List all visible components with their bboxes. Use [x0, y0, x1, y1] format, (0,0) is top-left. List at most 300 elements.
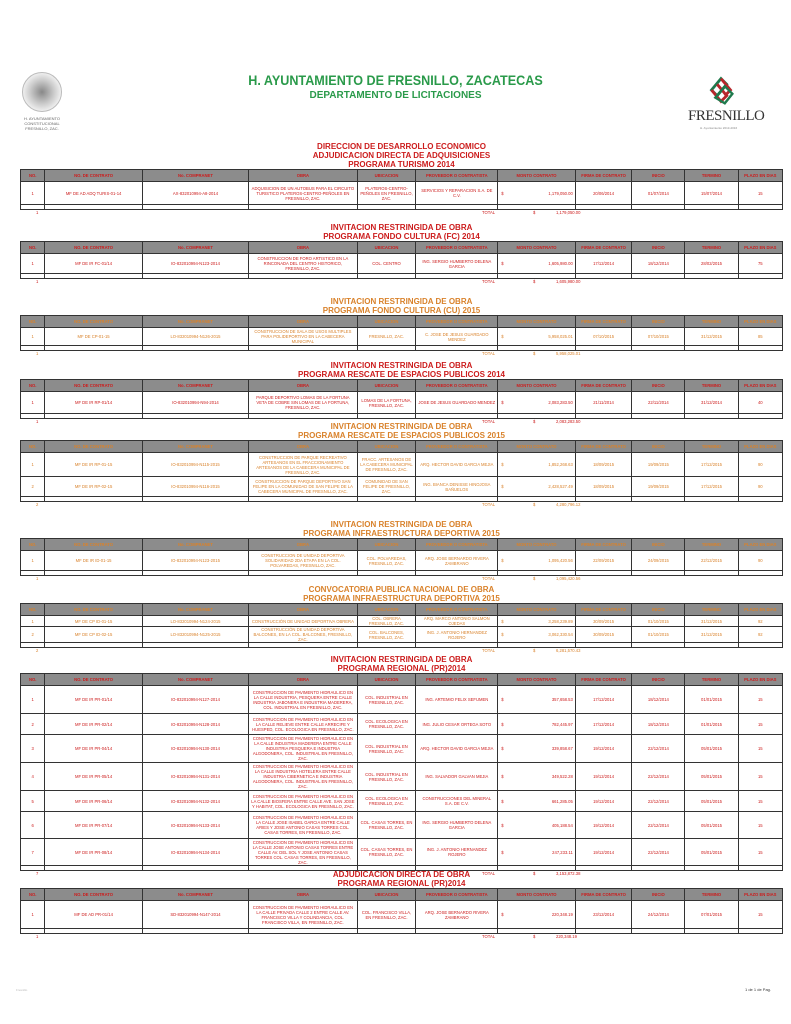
- total-amount: 4,280,796.12: [556, 502, 581, 507]
- section-summary: [20, 210, 783, 217]
- column-header: UBICACION: [357, 889, 416, 901]
- currency-sign: $: [501, 721, 504, 727]
- column-header: UBICACION: [357, 380, 416, 392]
- cell-proveedor: ING. SERGIO HUMBERTO DELENA GARCIA: [416, 812, 498, 839]
- section-title: INVITACION RESTRINGIDA DE OBRA: [330, 520, 473, 529]
- table-header-row: [21, 604, 783, 616]
- cell-proveedor: ARQ. JOSE BERNARDO RIVERA ZAMBRANO: [416, 551, 498, 571]
- cell-compranet: LO-832010994-N125-2015: [142, 627, 248, 643]
- column-header: FIRMA DE CONTRATO: [575, 380, 631, 392]
- section-title: PROGRAMA FONDO CULTURA (CU) 2015: [322, 306, 481, 315]
- cell-plazo: 15: [738, 182, 782, 205]
- column-header: UBICACION: [357, 441, 416, 453]
- column-header: INICIO: [632, 889, 685, 901]
- currency-sign: $: [501, 462, 504, 467]
- table-header-row: [21, 674, 783, 686]
- column-header: NO. DE CONTRATO: [45, 316, 142, 328]
- cell-termino: 28/02/2015: [685, 254, 738, 274]
- contracts-table: [20, 440, 783, 502]
- cell-firma: 18/09/2015: [575, 453, 631, 477]
- table-row: [21, 812, 783, 839]
- table-header-row: [21, 242, 783, 254]
- cell-proveedor: ING. ARTEMIO FELIX SEFUMEN: [416, 686, 498, 714]
- column-header: MONTO CONTRATO: [498, 242, 576, 254]
- total-currency: $: [533, 502, 536, 507]
- total-currency: $: [533, 934, 536, 939]
- cell-compranet: IO-832010994-N130-2014: [142, 735, 248, 763]
- cell-obra: CONSTRUCCION DE PAVIMENTO HIDRAULICO EN LA CALLE JOSE ANTONIO CASAS TORRES ENTRE CALLE AV. DEL SOL Y JOSE ANTONIO CASAS TORRES COL. CASAS TORRES, EN FRESNILLO, ZAC.: [249, 839, 358, 866]
- logo-tagline: H. Ayuntamiento 2013-2016: [700, 126, 738, 130]
- column-header: No. COMPRANET: [142, 674, 248, 686]
- row-count: 1: [36, 419, 39, 424]
- cell-ubicacion: PLATEROS-CENTRO-PEÑOLES EN FRESNILLO, ZAC.: [357, 182, 416, 205]
- logo-wordmark: FRESNILLO: [688, 108, 765, 124]
- total-label: TOTAL: [482, 210, 496, 215]
- table-row: [21, 763, 783, 791]
- column-header: NO. DE CONTRATO: [45, 604, 142, 616]
- total-currency: $: [533, 648, 536, 653]
- cell-ubicacion: COL. INDUSTRIAL EN FRESNILLO, ZAC.: [357, 735, 416, 763]
- cell-monto: [498, 714, 576, 735]
- cell-firma: 17/12/2014: [575, 714, 631, 735]
- cell-compranet: IO-832010994-N128-2014: [142, 714, 248, 735]
- column-header: PLAZO EN DIAS: [738, 674, 782, 686]
- column-header: UBICACION: [357, 674, 416, 686]
- cell-obra: CONSTRUCCION DE FORO ARTISTICO EN LA RINCONADA DEL CENTRO HISTORICO, FRESNILLO, ZAC.: [249, 254, 358, 274]
- cell-monto: [498, 182, 576, 205]
- total-label: TOTAL: [482, 648, 496, 653]
- cell-plazo: 15: [738, 714, 782, 735]
- column-header: INICIO: [632, 539, 685, 551]
- table-header-row: [21, 889, 783, 901]
- program-section: [20, 223, 783, 286]
- fresnillo-knot-icon: [702, 72, 740, 108]
- table-row: [21, 839, 783, 866]
- column-header: OBRA: [249, 316, 358, 328]
- section-title: PROGRAMA REGIONAL (PR)2014: [337, 879, 466, 888]
- amount-value: 1,605,980.00: [548, 261, 573, 266]
- column-header: FIRMA DE CONTRATO: [575, 170, 631, 182]
- cell-no: 1: [21, 616, 45, 627]
- cell-no: 2: [21, 477, 45, 497]
- cell-monto: [498, 328, 576, 346]
- column-header: No. COMPRANET: [142, 380, 248, 392]
- cell-no: 3: [21, 735, 45, 763]
- column-header: FIRMA DE CONTRATO: [575, 889, 631, 901]
- cell-obra: CONSTRUCCION DE UNIDAD DEPORTIVA SOLIDARIDAD 2DA ETAPA EN LA COL. POLVAREDAS, FRESNILLO, ZAC.: [249, 551, 358, 571]
- column-header: NO. DE CONTRATO: [45, 170, 142, 182]
- cell-compranet: LO-832010994-N126-2015: [142, 328, 248, 346]
- column-header: PROVEEDOR O CONTRATISTA: [416, 242, 498, 254]
- cell-inicio: 22/12/2014: [632, 735, 685, 763]
- cell-contrato: MF DE CP ID-02-15: [45, 627, 142, 643]
- cell-inicio: 24/09/2015: [632, 551, 685, 571]
- cell-contrato: MF DE CP-01-15: [45, 328, 142, 346]
- cell-firma: 21/11/2014: [575, 392, 631, 414]
- blank-row: [21, 643, 783, 648]
- cell-obra: CONSTRUCCION DE PAVIMENTO HIDRAULICO EN LA CALLE INDUSTRIA MADERERA ENTRE CALLE INDUSTRIA PESQUERA E INDUSTRIA ALGODONERA, COL. INDUSTRIAL EN FRESNILLO, ZAC.: [249, 735, 358, 763]
- currency-sign: $: [501, 746, 504, 751]
- cell-plazo: 92: [738, 616, 782, 627]
- column-header: TERMINO: [685, 380, 738, 392]
- cell-inicio: 22/12/2014: [632, 812, 685, 839]
- column-header: TERMINO: [685, 242, 738, 254]
- cell-termino: 01/01/2015: [685, 714, 738, 735]
- cell-plazo: 85: [738, 328, 782, 346]
- currency-sign: $: [501, 774, 504, 779]
- column-header: FIRMA DE CONTRATO: [575, 604, 631, 616]
- section-summary: [20, 934, 783, 941]
- cell-termino: 15/07/2014: [685, 182, 738, 205]
- cell-inicio: 18/12/2014: [632, 686, 685, 714]
- cell-inicio: 19/09/2015: [632, 477, 685, 497]
- cell-ubicacion: COL. CASAS TORRES, EN FRESNILLO, ZAC.: [357, 812, 416, 839]
- amount-value: 2,428,527.49: [548, 484, 573, 489]
- column-header: OBRA: [249, 539, 358, 551]
- cell-inicio: 22/12/2014: [632, 791, 685, 812]
- section-title: INVITACION RESTRINGIDA DE OBRA: [330, 297, 473, 306]
- cell-contrato: MF DE IR RP-01-15: [45, 453, 142, 477]
- column-header: NO. DE CONTRATO: [45, 242, 142, 254]
- cell-compranet: IO-832010994-N132-2014: [142, 791, 248, 812]
- cell-contrato: MF DE IR PR-06/14: [45, 791, 142, 812]
- column-header: NO.: [21, 604, 45, 616]
- currency-sign: $: [501, 484, 504, 489]
- cell-firma: 22/09/2015: [575, 551, 631, 571]
- table-header-row: [21, 316, 783, 328]
- cell-termino: 22/12/2015: [685, 551, 738, 571]
- section-title: INVITACION RESTRINGIDA DE OBRA: [330, 422, 473, 431]
- total-currency: $: [533, 419, 536, 424]
- section-title: INVITACION RESTRINGIDA DE OBRA: [330, 655, 473, 664]
- cell-proveedor: ING. J. ANTONIO HERNANDEZ ROJERO: [416, 839, 498, 866]
- cell-obra: ADQUISICION DE UN AUTOBUS PARA EL CIRCUITO TURISTICO PLATEROS-CENTRO-PEÑOLES EN FRESNILLO, ZAC.: [249, 182, 358, 205]
- cell-compranet: IO-832010994-N123-2015: [142, 551, 248, 571]
- amount-value: 1,179,050.00: [548, 190, 573, 196]
- cell-termino: 07/01/2015: [685, 901, 738, 929]
- cell-obra: CONSTRUCCION DE PAVIMENTO HIDRAULICO EN LA CALLE INDUSTRIA, PESQUERA ENTRE CALLE INDUSTRIA JABONERA E INDUSTRIA MADERERA, COL. INDUSTRIAL EN FRESNILLO, ZAC.: [249, 686, 358, 714]
- column-header: MONTO CONTRATO: [498, 441, 576, 453]
- cell-monto: [498, 686, 576, 714]
- cell-plazo: 92: [738, 627, 782, 643]
- cell-plazo: 15: [738, 901, 782, 929]
- cell-plazo: 90: [738, 551, 782, 571]
- total-currency: $: [533, 279, 536, 284]
- currency-sign: $: [501, 190, 504, 196]
- column-header: No. COMPRANET: [142, 242, 248, 254]
- row-count: 1: [36, 576, 39, 581]
- cell-no: 1: [21, 453, 45, 477]
- currency-sign: $: [501, 822, 504, 828]
- row-count: 1: [36, 934, 39, 939]
- section-title: PROGRAMA FONDO CULTURA (FC) 2014: [323, 232, 480, 241]
- column-header: No. COMPRANET: [142, 316, 248, 328]
- column-header: MONTO CONTRATO: [498, 316, 576, 328]
- column-header: UBICACION: [357, 316, 416, 328]
- currency-sign: $: [501, 400, 504, 405]
- table-row: [21, 182, 783, 205]
- cell-ubicacion: COL. OBRERA FRESNILLO, ZAC.: [357, 616, 416, 627]
- table-row: [21, 392, 783, 414]
- cell-firma: 18/09/2015: [575, 477, 631, 497]
- column-header: PROVEEDOR O CONTRATISTA: [416, 316, 498, 328]
- cell-proveedor: ING. JULIO CESAR ORTEGA SOTO: [416, 714, 498, 735]
- cell-ubicacion: COL. ECOLOGICA EN FRESNILLO, ZAC.: [357, 791, 416, 812]
- column-header: TERMINO: [685, 539, 738, 551]
- row-count: 2: [36, 502, 39, 507]
- column-header: NO. DE CONTRATO: [45, 889, 142, 901]
- cell-proveedor: ARQ. HECTOR DAVID GARCIA MEJIA: [416, 453, 498, 477]
- row-count: 1: [36, 279, 39, 284]
- cell-obra: PARQUE DEPORTIVO LOMAS DE LA FORTUNA VETA DE COBRE SIN LOMAS DE LA FORTUNA, FRESNILLO, ZAC.: [249, 392, 358, 414]
- seal-caption: H. AYUNTAMIENTO CONSTITUCIONAL FRESNILLO, ZAC.: [23, 116, 60, 131]
- amount-value: 661,285.05: [551, 798, 573, 804]
- column-header: TERMINO: [685, 604, 738, 616]
- cell-compranet: IO-832010994-N131-2014: [142, 763, 248, 791]
- cell-contrato: MF DE IR PR-05/14: [45, 763, 142, 791]
- cell-compranet: IO-832010994-N123-2014: [142, 254, 248, 274]
- currency-sign: $: [501, 632, 504, 637]
- footer-left: Fresnillo: [16, 988, 28, 992]
- cell-firma: 20/06/2014: [575, 182, 631, 205]
- column-header: PLAZO EN DIAS: [738, 380, 782, 392]
- section-title: PROGRAMA RESCATE DE ESPACIOS PUBLICOS 2014: [298, 370, 505, 379]
- cell-contrato: MF DE IR PR-07/14: [45, 812, 142, 839]
- cell-plazo: 75: [738, 254, 782, 274]
- cell-no: 7: [21, 839, 45, 866]
- cell-contrato: MF DE AD PR-01/14: [45, 901, 142, 929]
- cell-no: 6: [21, 812, 45, 839]
- cell-no: 2: [21, 714, 45, 735]
- cell-plazo: 15: [738, 735, 782, 763]
- cell-contrato: MF DE AD ADQ TURIS-01-14: [45, 182, 142, 205]
- total-currency: $: [533, 871, 536, 876]
- cell-proveedor: ARQ. MARCO ANTONIO SALMON OJEDAS: [416, 616, 498, 627]
- section-summary: [20, 648, 783, 655]
- table-row: [21, 453, 783, 477]
- table-row: [21, 254, 783, 274]
- amount-value: 1,095,420.56: [548, 558, 573, 563]
- contracts-table: [20, 888, 783, 934]
- amount-value: 1,852,268.63: [548, 462, 573, 467]
- column-header: UBICACION: [357, 604, 416, 616]
- cell-obra: CONSTRUCCIÓN DE UNIDAD DEPORTIVA BALCONES, EN LA COL. BALCONES, FRESNILLO, ZAC.: [249, 627, 358, 643]
- cell-compranet: IO-832010994-N115-2015: [142, 453, 248, 477]
- amount-value: 2,083,283.50: [548, 400, 573, 405]
- total-amount: 3,153,872.38: [556, 871, 581, 876]
- column-header: OBRA: [249, 380, 358, 392]
- total-label: TOTAL: [482, 502, 496, 507]
- column-header: FIRMA DE CONTRATO: [575, 316, 631, 328]
- table-row: [21, 686, 783, 714]
- total-currency: $: [533, 576, 536, 581]
- column-header: OBRA: [249, 604, 358, 616]
- blank-row: [21, 497, 783, 502]
- total-amount: 5,958,025.01: [556, 351, 581, 356]
- cell-firma: 30/09/2015: [575, 616, 631, 627]
- cell-inicio: 01/07/2014: [632, 182, 685, 205]
- cell-no: 1: [21, 392, 45, 414]
- section-title: PROGRAMA RESCATE DE ESPACIOS PUBLICOS 2015: [298, 431, 505, 440]
- cell-inicio: 01/10/2015: [632, 616, 685, 627]
- row-count: 7: [36, 871, 39, 876]
- currency-sign: $: [501, 558, 504, 563]
- contracts-table: [20, 673, 783, 871]
- blank-row: [21, 205, 783, 210]
- cell-proveedor: ARQ. HECTOR DAVID GARCIA MEJIA: [416, 735, 498, 763]
- cell-inicio: 07/10/2015: [632, 328, 685, 346]
- total-currency: $: [533, 351, 536, 356]
- cell-termino: 17/12/2015: [685, 477, 738, 497]
- section-title: CONVOCATORIA PUBLICA NACIONAL DE OBRA: [308, 585, 495, 594]
- cell-obra: CONSTRUCCION DE PAVIMENTO HIDRAULICO EN LA CALLE RELIEVE ENTRE CALLE ARRECIFE Y HUESPED, COL. ECOLOGICA EN FRESNILLO, ZAC.: [249, 714, 358, 735]
- column-header: No. COMPRANET: [142, 889, 248, 901]
- total-amount: 1,605,980.00: [556, 279, 581, 284]
- section-title: ADJUDICACION DIRECTA DE ADQUISICIONES: [312, 151, 491, 160]
- cell-monto: [498, 812, 576, 839]
- cell-monto: [498, 453, 576, 477]
- column-header: PROVEEDOR O CONTRATISTA: [416, 674, 498, 686]
- column-header: NO.: [21, 441, 45, 453]
- total-amount: 1,095,420.56: [556, 576, 581, 581]
- column-header: FIRMA DE CONTRATO: [575, 441, 631, 453]
- cell-monto: [498, 477, 576, 497]
- cell-plazo: 15: [738, 763, 782, 791]
- cell-inicio: 18/12/2014: [632, 714, 685, 735]
- cell-termino: 31/12/2015: [685, 627, 738, 643]
- cell-inicio: 22/11/2014: [632, 392, 685, 414]
- column-header: NO. DE CONTRATO: [45, 539, 142, 551]
- cell-firma: 19/12/2014: [575, 839, 631, 866]
- cell-monto: [498, 627, 576, 643]
- cell-plazo: 15: [738, 839, 782, 866]
- column-header: NO.: [21, 380, 45, 392]
- cell-no: 1: [21, 254, 45, 274]
- blank-row: [21, 929, 783, 934]
- amount-value: 3,258,239.89: [548, 618, 573, 624]
- cell-contrato: MF DE IR FC-01/14: [45, 254, 142, 274]
- total-amount: 220,348.19: [556, 934, 577, 939]
- column-header: TERMINO: [685, 316, 738, 328]
- column-header: INICIO: [632, 380, 685, 392]
- total-amount: 2,083,283.50: [556, 419, 581, 424]
- cell-compranet: IO-832010994-N133-2014: [142, 812, 248, 839]
- column-header: TERMINO: [685, 170, 738, 182]
- cell-firma: 30/09/2015: [575, 627, 631, 643]
- cell-compranet: AX-832010994-A8-2014: [142, 182, 248, 205]
- cell-ubicacion: COL. BALCONES, FRESNILLO, ZAC.: [357, 627, 416, 643]
- table-row: [21, 735, 783, 763]
- fresnillo-logo: [680, 70, 765, 134]
- column-header: UBICACION: [357, 539, 416, 551]
- column-header: OBRA: [249, 441, 358, 453]
- cell-no: 1: [21, 328, 45, 346]
- currency-sign: $: [501, 334, 504, 339]
- cell-termino: 31/12/2014: [685, 392, 738, 414]
- amount-value: 349,522.28: [551, 774, 573, 779]
- cell-compranet: SD-832010994-N147-2014: [142, 901, 248, 929]
- amount-value: 3,062,330.54: [548, 632, 573, 637]
- cell-obra: CONSTRUCCION DE PAVIMENTO HIDRAULICO EN LA CALLE INDUSTRIA HOTELERA ENTRE CALLE INDUSTRIA CIBERNETICA E INDUSTRIA ALGODONERA, COL. INDUSTRIAL EN FRESNILLO, ZAC.: [249, 763, 358, 791]
- column-header: PLAZO EN DIAS: [738, 242, 782, 254]
- cell-contrato: MF DE CP ID-01-15: [45, 616, 142, 627]
- table-header-row: [21, 380, 783, 392]
- column-header: PLAZO EN DIAS: [738, 316, 782, 328]
- section-title: PROGRAMA INFRAESTRUCTURA DEPORTIVA 2015: [303, 594, 500, 603]
- program-section: [20, 520, 783, 583]
- cell-proveedor: ING. SALVADOR GALVAN MEJIA: [416, 763, 498, 791]
- cell-plazo: 15: [738, 812, 782, 839]
- column-header: OBRA: [249, 674, 358, 686]
- total-amount: 1,179,050.00: [556, 210, 581, 215]
- cell-firma: 23/12/2014: [575, 901, 631, 929]
- amount-value: 339,858.67: [551, 746, 573, 751]
- cell-proveedor: ARQ. JOSE BERNARDO RIVERA ZAMBRANO: [416, 901, 498, 929]
- cell-inicio: 01/10/2015: [632, 627, 685, 643]
- cell-inicio: 22/12/2014: [632, 839, 685, 866]
- table-row: [21, 328, 783, 346]
- program-section: [20, 870, 783, 941]
- column-header: MONTO CONTRATO: [498, 889, 576, 901]
- program-section: [20, 361, 783, 426]
- total-amount: 6,281,570.43: [556, 648, 581, 653]
- total-label: TOTAL: [482, 279, 496, 284]
- cell-monto: [498, 901, 576, 929]
- column-header: INICIO: [632, 441, 685, 453]
- cell-monto: [498, 254, 576, 274]
- column-header: FIRMA DE CONTRATO: [575, 674, 631, 686]
- cell-termino: 31/12/2015: [685, 616, 738, 627]
- column-header: TERMINO: [685, 441, 738, 453]
- cell-obra: CONSTRUCCIÓN DE UNIDAD DEPORTIVA OBRERA: [249, 616, 358, 627]
- cell-termino: 05/01/2015: [685, 812, 738, 839]
- row-count: 2: [36, 648, 39, 653]
- cell-ubicacion: COL. CASAS TORRES, EN FRESNILLO, ZAC.: [357, 839, 416, 866]
- cell-inicio: 24/12/2014: [632, 901, 685, 929]
- cell-compranet: IO-832010994-N116-2015: [142, 477, 248, 497]
- column-header: PROVEEDOR O CONTRATISTA: [416, 604, 498, 616]
- column-header: INICIO: [632, 604, 685, 616]
- cell-obra: CONSTRUCCION DE PARQUE RECREATIVO ARTESANOS EN EL FRACCIONAMIENTO ARTESANOS DE LA CABECERA MUNICIPAL DE FRESNILLO, ZAC.: [249, 453, 358, 477]
- cell-firma: 19/12/2014: [575, 791, 631, 812]
- table-row: [21, 477, 783, 497]
- cell-termino: 01/01/2015: [685, 686, 738, 714]
- cell-firma: 19/12/2014: [575, 735, 631, 763]
- total-label: TOTAL: [482, 576, 496, 581]
- section-title: PROGRAMA REGIONAL (PR)2014: [337, 664, 466, 673]
- cell-inicio: 19/09/2015: [632, 453, 685, 477]
- column-header: NO.: [21, 170, 45, 182]
- program-section: [20, 297, 783, 358]
- cell-plazo: 15: [738, 791, 782, 812]
- column-header: No. COMPRANET: [142, 539, 248, 551]
- cell-ubicacion: LOMAS DE LA FORTUNA, FRESNILLO, ZAC.: [357, 392, 416, 414]
- section-title: ADJUDICACION DIRECTA DE OBRA: [332, 870, 471, 879]
- currency-sign: $: [501, 849, 504, 855]
- blank-row: [21, 346, 783, 351]
- table-row: [21, 551, 783, 571]
- section-title: DIRECCION DE DESARROLLO ECONOMICO: [317, 142, 486, 151]
- cell-monto: [498, 392, 576, 414]
- cell-contrato: MF DE IR PR-04/14: [45, 735, 142, 763]
- blank-row: [21, 414, 783, 419]
- cell-ubicacion: FRACC. ARTESANOS DE LA CABECERA MUNICIPAL DE FRESNILLO, ZAC.: [357, 453, 416, 477]
- cell-no: 1: [21, 686, 45, 714]
- column-header: NO.: [21, 889, 45, 901]
- column-header: PROVEEDOR O CONTRATISTA: [416, 441, 498, 453]
- cell-ubicacion: COL. INDUSTRIAL EN FRESNILLO, ZAC.: [357, 686, 416, 714]
- column-header: NO.: [21, 316, 45, 328]
